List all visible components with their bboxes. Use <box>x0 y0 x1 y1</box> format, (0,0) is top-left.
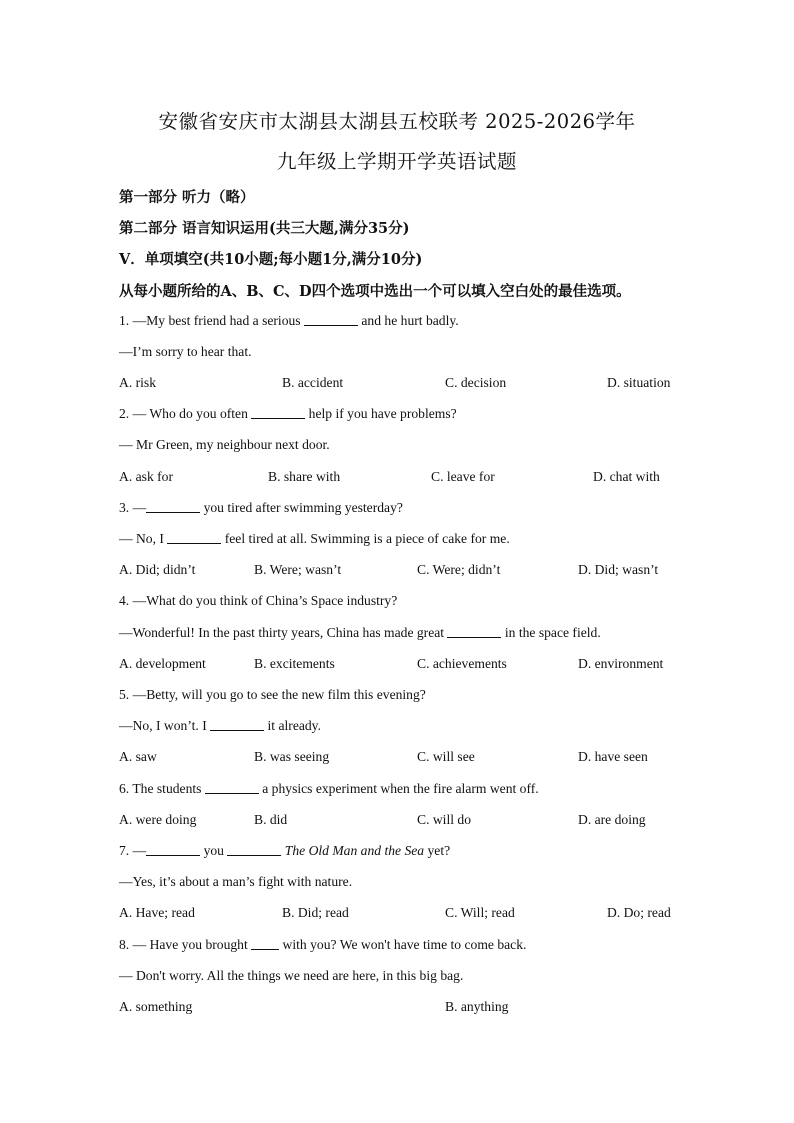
question-5-reply: —No, I won’t. I it already. <box>119 718 321 733</box>
instruction-text: 从每小题所给的A、B、C、D四个选项中选出一个可以填入空白处的最佳选项。 <box>119 283 631 300</box>
question-4-stem: 4. —What do you think of China’s Space industry? <box>119 593 398 608</box>
question-5-option-b: B. was seeing <box>254 749 330 764</box>
question-2-reply: — Mr Green, my neighbour next door. <box>119 437 330 452</box>
question-1-option-c: C. decision <box>445 375 507 390</box>
question-4-reply: —Wonderful! In the past thirty years, China has made great in the space field. <box>119 625 601 640</box>
question-1-option-d: D. situation <box>607 375 671 390</box>
question-6-option-d: D. are doing <box>578 812 646 827</box>
answer-blank <box>210 718 264 731</box>
question-2-option-a: A. ask for <box>119 469 173 484</box>
question-1-reply: —I’m sorry to hear that. <box>119 344 252 359</box>
question-6-option-b: B. did <box>254 812 288 827</box>
question-5-option-d: D. have seen <box>578 749 648 764</box>
question-2-option-d: D. chat with <box>593 469 660 484</box>
question-5-stem: 5. —Betty, will you go to see the new film this evening? <box>119 687 426 702</box>
question-3-option-a: A. Did; didn’t <box>119 562 196 577</box>
question-1-option-b: B. accident <box>282 375 344 390</box>
question-3-option-d: D. Did; wasn’t <box>578 562 659 577</box>
answer-blank <box>304 313 358 326</box>
question-3-reply: — No, I feel tired at all. Swimming is a piece of cake for me. <box>119 531 510 546</box>
answer-blank <box>447 625 501 638</box>
answer-blank <box>146 843 200 856</box>
question-7-option-a: A. Have; read <box>119 905 195 920</box>
answer-blank <box>251 406 305 419</box>
question-7-stem: 7. — you The Old Man and the Sea yet? <box>119 843 451 858</box>
question-2-option-b: B. share with <box>268 469 341 484</box>
question-7-option-d: D. Do; read <box>607 905 671 920</box>
question-4-option-d: D. environment <box>578 656 664 671</box>
question-5-option-a: A. saw <box>119 749 157 764</box>
question-2-option-c: C. leave for <box>431 469 495 484</box>
question-8-stem: 8. — Have you brought with you? We won't have time to come back. <box>119 937 527 952</box>
section-part2-heading: 第二部分 语言知识运用(共三大题,满分35分) <box>119 220 410 237</box>
section-part1-heading: 第一部分 听力（略） <box>119 189 255 206</box>
question-8-option-b: B. anything <box>445 999 509 1014</box>
question-4-option-b: B. excitements <box>254 656 335 671</box>
question-2-stem: 2. — Who do you often help if you have problems? <box>119 406 457 421</box>
question-6-option-c: C. will do <box>417 812 472 827</box>
question-8-option-a: A. something <box>119 999 193 1014</box>
question-5-option-c: C. will see <box>417 749 475 764</box>
question-1-option-a: A. risk <box>119 375 157 390</box>
question-4-option-a: A. development <box>119 656 206 671</box>
answer-blank <box>205 781 259 794</box>
question-6-stem: 6. The students a physics experiment when the fire alarm went off. <box>119 781 539 796</box>
question-1-stem: 1. —My best friend had a serious and he hurt badly. <box>119 313 459 328</box>
answer-blank <box>167 531 221 544</box>
question-3-option-b: B. Were; wasn’t <box>254 562 342 577</box>
exam-title-line1: 安徽省安庆市太湖县太湖县五校联考 2025-2026学年 <box>158 110 636 133</box>
answer-blank <box>227 843 281 856</box>
exam-title-line2: 九年级上学期开学英语试题 <box>276 150 517 173</box>
answer-blank <box>251 937 279 950</box>
question-7-option-b: B. Did; read <box>282 905 349 920</box>
question-4-option-c: C. achievements <box>417 656 507 671</box>
book-title: The Old Man and the Sea <box>284 843 425 858</box>
question-7-option-c: C. Will; read <box>445 905 515 920</box>
question-7-reply: —Yes, it’s about a man’s fight with nature. <box>119 874 353 889</box>
question-8-reply: — Don't worry. All the things we need are here, in this big bag. <box>119 968 464 983</box>
answer-blank <box>146 500 200 513</box>
question-6-option-a: A. were doing <box>119 812 197 827</box>
question-3-option-c: C. Were; didn’t <box>417 562 501 577</box>
question-3-stem: 3. — you tired after swimming yesterday? <box>119 500 403 515</box>
section-part5-heading: V．单项填空(共10小题;每小题1分,满分10分) <box>119 251 423 268</box>
